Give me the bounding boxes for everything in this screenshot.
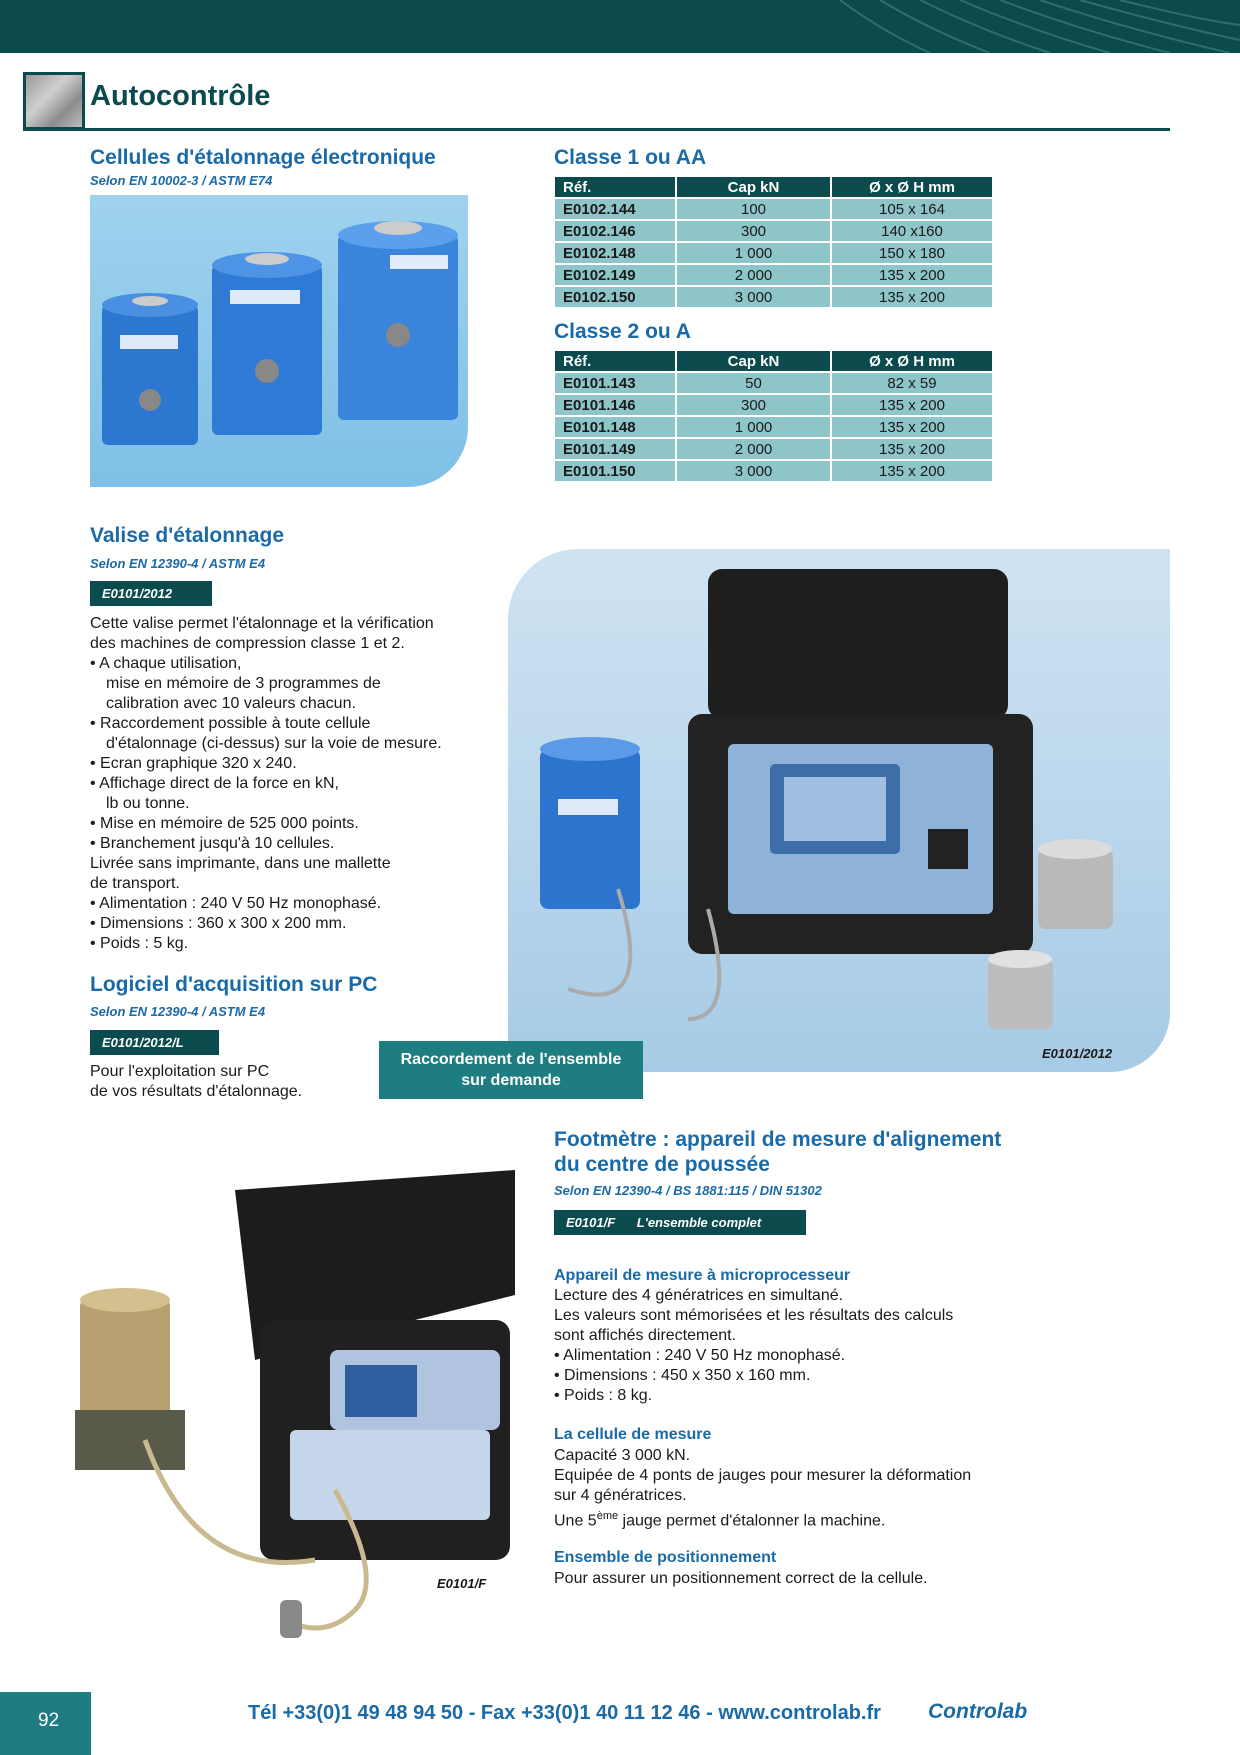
load-cell-large [338,221,458,420]
text-line: sur 4 génératrices. [554,1487,687,1504]
title-line: du centre de poussée [554,1153,770,1176]
cell-ref: E0101.148 [555,417,675,437]
text-line: sont affichés directement. [554,1327,737,1344]
text-line: • Poids : 5 kg. [90,935,189,952]
table-row [555,199,992,219]
text-line: Lecture des 4 génératrices en simultané. [554,1287,844,1304]
logiciel-title: Logiciel d'acquisition sur PC [90,973,378,996]
cell-ref: E0102.149 [555,265,675,285]
cell-ref: E0101.146 [555,395,675,415]
cellule-title: La cellule de mesure [554,1426,712,1443]
text-line: mise en mémoire de 3 programmes de [106,675,381,692]
classe1-title: Classe 1 ou AA [554,146,707,169]
cell-cap: 100 [677,199,830,219]
footmetre-norm: Selon EN 12390-4 / BS 1881:115 / DIN 51302 [554,1183,822,1198]
text-line: • Poids : 8 kg. [554,1387,653,1404]
page-number: 92 [0,1692,91,1755]
cell-cap: 1 000 [677,417,830,437]
text-line: • Raccordement possible à toute cellule [90,715,371,732]
cells-photo [90,195,468,487]
text-line: Pour l'exploitation sur PC [90,1063,270,1080]
cell-ref: E0101.143 [555,373,675,393]
text-line: • Branchement jusqu'à 10 cellules. [90,835,335,852]
table-row [555,461,992,481]
case [688,569,1033,954]
ensemble-description: Pour assurer un positionnement correct de la cellule. [554,1570,928,1587]
table-header-row [555,177,992,197]
table-header-row [555,351,992,371]
cell-ref: E0102.144 [555,199,675,219]
case-open [235,1170,515,1560]
load-cell-gold [75,1288,185,1470]
text-line: • Alimentation : 240 V 50 Hz monophasé. [90,895,382,912]
cell-ref: E0102.148 [555,243,675,263]
text-part: jauge permet d'étalonner la machine. [618,1512,886,1530]
text-line: • A chaque utilisation, [90,655,242,672]
text-line: Les valeurs sont mémorisées et les résultats des calculs [554,1307,954,1324]
text-line: • Alimentation : 240 V 50 Hz monophasé. [554,1347,846,1364]
cell-ref: E0102.146 [555,221,675,241]
cell-dim: 135 x 200 [832,287,992,307]
text-line: Livrée sans imprimante, dans une mallette [90,855,391,872]
valise-photo [508,549,1170,1072]
header-rule [23,128,1170,131]
footmetre-title [554,1127,1154,1177]
cell-cap: 3 000 [677,461,830,481]
col-ref: Réf. [555,351,675,371]
header-texture-square [23,72,85,130]
logiciel-ref-tag: E0101/2012/L [90,1030,219,1055]
title-line: Footmètre : appareil de mesure d'alignement [554,1128,1002,1151]
ref-label: L'ensemble complet [636,1215,762,1230]
table-row [555,287,992,307]
valise-title: Valise d'étalonnage [90,524,285,547]
table-row [555,417,992,437]
table-row [555,439,992,459]
cell-dim: 140 x160 [832,221,992,241]
cell-dim: 135 x 200 [832,395,992,415]
superscript: ème [596,1510,619,1522]
table-row [555,265,992,285]
col-ref: Réf. [555,177,675,197]
footer-contact: Tél +33(0)1 49 48 94 50 - Fax +33(0)1 40 11 12 46 - www.controlab.fr [248,1702,881,1724]
appareil-description [554,1286,953,1406]
table-row [555,221,992,241]
text-line: de transport. [90,875,180,892]
load-cell-steel-2 [988,950,1053,1029]
classe1-table [553,175,994,309]
top-band [0,0,1240,53]
ensemble-title: Ensemble de positionnement [554,1549,777,1566]
footmetre-ref-tag [554,1210,806,1235]
text-line: • Dimensions : 360 x 300 x 200 mm. [90,915,347,932]
cell-cap: 1 000 [677,243,830,263]
col-dim: Ø x Ø H mm [832,177,992,197]
cell-cap: 300 [677,221,830,241]
load-cell-steel-1 [1038,839,1113,929]
text-line [554,1506,971,1531]
table-row [555,373,992,393]
col-cap: Cap kN [677,351,830,371]
text-line: Equipée de 4 ponts de jauges pour mesurer la déformation [554,1467,972,1484]
valise-ref-tag: E0101/2012 [90,581,212,606]
cell-dim: 135 x 200 [832,265,992,285]
footmetre-photo-caption: E0101/F [437,1576,487,1591]
cell-cap: 2 000 [677,439,830,459]
banner-line: Raccordement de l'ensemble [400,1051,622,1068]
text-line: Cette valise permet l'étalonnage et la vérification [90,615,434,632]
col-dim: Ø x Ø H mm [832,351,992,371]
text-line: de vos résultats d'étalonnage. [90,1083,303,1100]
cell-dim: 82 x 59 [832,373,992,393]
text-part: Une 5 [554,1512,597,1530]
controlab-logo: Controlab [928,1700,1028,1723]
valise-description [90,614,442,954]
valise-norm: Selon EN 12390-4 / ASTM E4 [90,556,266,571]
cell-dim: 135 x 200 [832,461,992,481]
logiciel-norm: Selon EN 12390-4 / ASTM E4 [90,1004,266,1019]
cell-cap: 50 [677,373,830,393]
cellule-description [554,1446,971,1531]
cell-dim: 135 x 200 [832,439,992,459]
footmetre-photo [75,1160,515,1640]
text-line: • Dimensions : 450 x 350 x 160 mm. [554,1367,811,1384]
table-row [555,243,992,263]
cells-norm: Selon EN 10002-3 / ASTM E74 [90,173,273,188]
table-row [555,395,992,415]
ref-code: E0101/F [566,1215,616,1230]
text-line: lb ou tonne. [106,795,190,812]
decorative-curves [820,0,1240,53]
col-cap: Cap kN [677,177,830,197]
cell-cap: 300 [677,395,830,415]
text-line: des machines de compression classe 1 et 2. [90,635,405,652]
valise-photo-caption: E0101/2012 [1042,1046,1113,1061]
cell-cap: 3 000 [677,287,830,307]
text-line: • Affichage direct de la force en kN, [90,775,339,792]
text-line: d'étalonnage (ci-dessus) sur la voie de mesure. [106,735,442,752]
page-title: Autocontrôle [90,80,271,112]
text-line: • Ecran graphique 320 x 240. [90,755,297,772]
text-line: calibration avec 10 valeurs chacun. [106,695,356,712]
text-line: Capacité 3 000 kN. [554,1447,691,1464]
load-cell-small [102,293,198,445]
appareil-title: Appareil de mesure à microprocesseur [554,1267,851,1284]
load-cell-medium [212,252,322,435]
banner-line: sur demande [461,1072,561,1089]
classe2-table [553,349,994,483]
text-line: • Mise en mémoire de 525 000 points. [90,815,359,832]
classe2-title: Classe 2 ou A [554,320,691,343]
logiciel-description [90,1062,302,1102]
cell-ref: E0102.150 [555,287,675,307]
cell-dim: 105 x 164 [832,199,992,219]
cell-ref: E0101.149 [555,439,675,459]
cells-title: Cellules d'étalonnage électronique [90,146,436,169]
cell-cap: 2 000 [677,265,830,285]
cell-ref: E0101.150 [555,461,675,481]
raccordement-banner [379,1041,643,1099]
cell-dim: 150 x 180 [832,243,992,263]
load-cell-blue [540,737,640,909]
cell-dim: 135 x 200 [832,417,992,437]
